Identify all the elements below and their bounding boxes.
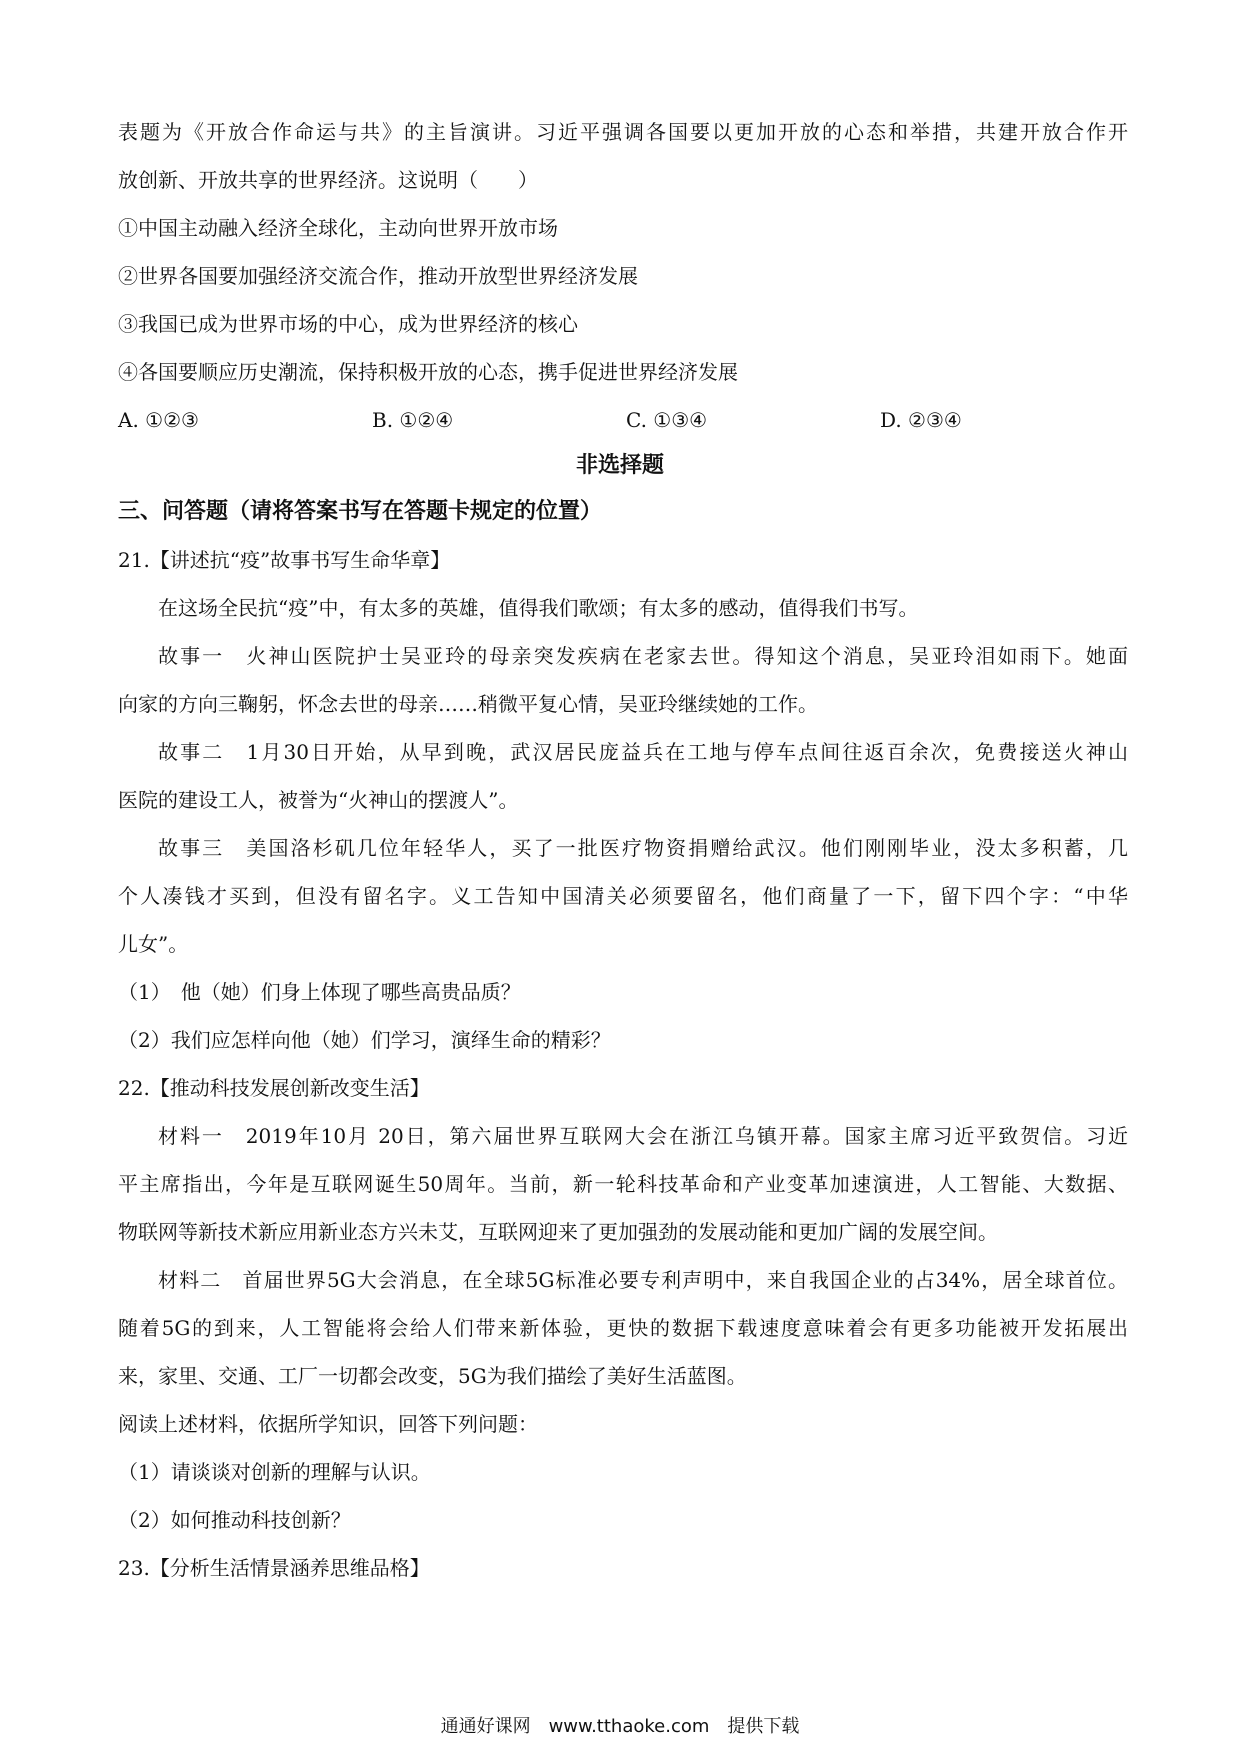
q21-story1-line-1: 故事一 火神山医院护士吴亚玲的母亲突发疾病在老家去世。得知这个消息，吴亚玲泪如雨下。她面	[158, 644, 1128, 668]
page-footer: 通通好课网 www.tthaoke.com 提供下载	[440, 1716, 800, 1737]
q21-title: 21.【讲述抗“疫”故事书写生命华章】	[118, 548, 451, 572]
q22-sub-question-1: （1）请谈谈对创新的理解与认识。	[118, 1460, 431, 1484]
q20-option-c: C. ①③④	[626, 408, 708, 432]
section-title: 非选择题	[575, 453, 664, 478]
q20-option-b: B. ①②④	[372, 408, 454, 432]
q21-story3-line-2: 个人凑钱才买到，但没有留名字。义工告知中国清关必须要留名，他们商量了一下，留下四个字：“中华	[118, 884, 1128, 908]
q20-item-4: ④各国要顺应历史潮流，保持积极开放的心态，携手促进世界经济发展	[118, 360, 738, 384]
q20-stem-line-2: 放创新、开放共享的世界经济。这说明（ ）	[118, 168, 538, 192]
q20-item-1: ①中国主动融入经济全球化，主动向世界开放市场	[118, 216, 558, 240]
q21-story1-line-2: 向家的方向三鞠躬，怀念去世的母亲……稍微平复心情，吴亚玲继续她的工作。	[118, 692, 818, 716]
q22-material2-line-2: 随着5G的到来，人工智能将会给人们带来新体验，更快的数据下载速度意味着会有更多功能被开发拓展出	[118, 1316, 1128, 1340]
part3-title: 三、问答题（请将答案书写在答题卡规定的位置）	[118, 499, 603, 524]
q22-material1-line-2: 平主席指出，今年是互联网诞生50周年。当前，新一轮科技革命和产业变革加速演进，人工智能、大数据、	[118, 1172, 1128, 1196]
q21-sub-question-2: （2）我们应怎样向他（她）们学习，演绎生命的精彩？	[118, 1028, 611, 1052]
q21-story3-line-3: 儿女”。	[118, 932, 189, 956]
q22-material2-line-1: 材料二 首届世界5G大会消息，在全球5G标准必要专利声明中，来自我国企业的占34%，居全球首位。	[158, 1268, 1128, 1292]
q21-story3-line-1: 故事三 美国洛杉矶几位年轻华人，买了一批医疗物资捐赠给武汉。他们刚刚毕业，没太多积蓄，几	[158, 836, 1128, 860]
q22-instruction: 阅读上述材料，依据所学知识，回答下列问题：	[118, 1412, 538, 1436]
q22-material2-line-3: 来，家里、交通、工厂一切都会改变，5G为我们描绘了美好生活蓝图。	[118, 1364, 747, 1388]
q20-item-2: ②世界各国要加强经济交流合作，推动开放型世界经济发展	[118, 264, 638, 288]
q23-title: 23.【分析生活情景涵养思维品格】	[118, 1556, 430, 1580]
q21-sub-question-1: （1） 他（她）们身上体现了哪些高贵品质？	[118, 980, 521, 1004]
q20-option-a: A. ①②③	[118, 408, 199, 432]
q20-stem-line-1: 表题为《开放合作命运与共》的主旨演讲。习近平强调各国要以更加开放的心态和举措，共建开放合作开	[118, 120, 1128, 144]
q22-title: 22.【推动科技发展创新改变生活】	[118, 1076, 430, 1100]
q21-story2-line-2: 医院的建设工人，被誉为“火神山的摆渡人”。	[118, 788, 519, 812]
q20-item-3: ③我国已成为世界市场的中心，成为世界经济的核心	[118, 312, 578, 336]
q20-option-d: D. ②③④	[880, 408, 962, 432]
q21-intro: 在这场全民抗“疫”中，有太多的英雄，值得我们歌颂；有太多的感动，值得我们书写。	[158, 596, 919, 620]
q22-sub-question-2: （2）如何推动科技创新？	[118, 1508, 351, 1532]
q21-story2-line-1: 故事二 1月30日开始，从早到晚，武汉居民庞益兵在工地与停车点间往返百余次，免费接送火神山	[158, 740, 1128, 764]
q22-material1-line-1: 材料一 2019年10月 20日，第六届世界互联网大会在浙江乌镇开幕。国家主席习近平致贺信。习近	[158, 1124, 1128, 1148]
q22-material1-line-3: 物联网等新技术新应用新业态方兴未艾，互联网迎来了更加强劲的发展动能和更加广阔的发展空间。	[118, 1220, 998, 1244]
